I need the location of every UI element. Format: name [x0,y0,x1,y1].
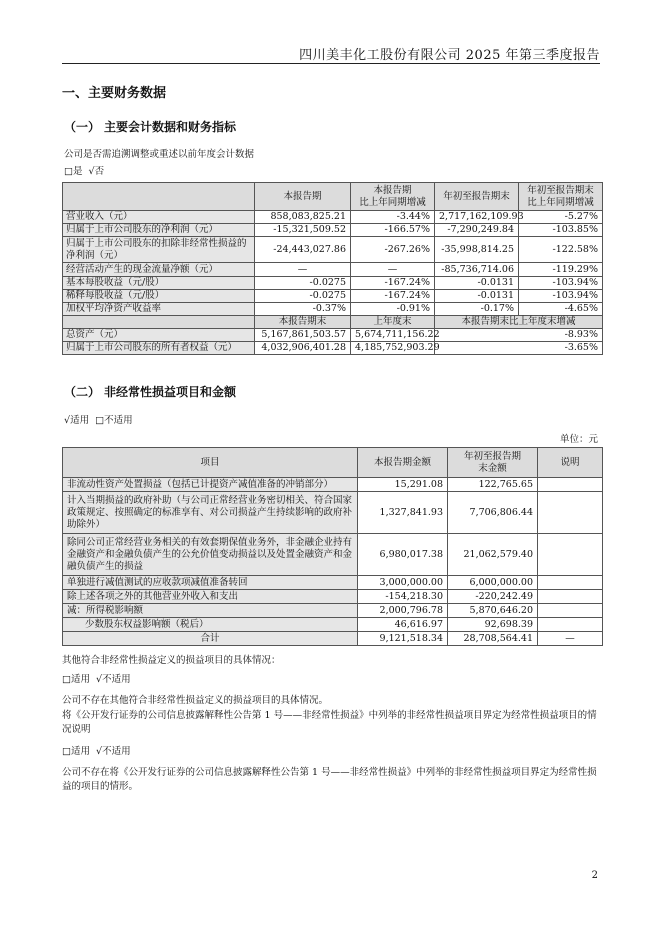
row-label: 归属于上市公司股东的扣除非经常性损益的净利润（元） [63,237,255,263]
row-label: 非流动性资产处置损益（包括已计提资产减值准备的冲销部分） [63,478,358,492]
cell-value: -0.37% [255,303,351,316]
cell-note: — [538,632,603,646]
table-row [63,224,603,237]
header-rule [62,63,600,64]
table1-header-cell: 本报告期末比上年度末增减 [435,316,603,329]
table-row [63,277,603,290]
cell-note [538,492,603,534]
table2-header-row [63,448,603,478]
choice-no-label: 否 [94,166,105,177]
cell-value: -5.27% [519,211,603,224]
cell-value: 21,062,579.40 [448,534,538,576]
cell-note [538,590,603,604]
other-items-title: 其他符合非经常性损益定义的损益项目的具体情况： [62,655,281,666]
checkmark-no-icon[interactable]: √ [88,166,95,177]
retro-choice [64,165,104,179]
cell-value: -122.58% [519,237,603,263]
table1-header-cell: 本报告期末 [255,316,351,329]
table2-header-cell: 项目 [63,448,358,478]
row-label: 总资产（元） [63,329,255,342]
cell-value: -24,443,027.86 [255,237,351,263]
checkbox-yes-icon[interactable]: □ [64,166,73,177]
table-row [63,576,603,590]
cell-value: -85,736,714.06 [435,263,519,277]
cell-value: -119.29% [519,263,603,277]
row-label: 单独进行减值测试的应收款项减值准备转回 [63,576,358,590]
subsection-2-title [64,383,236,400]
cell-value: -167.24% [351,290,435,303]
choice-yes-label: 是 [72,166,83,177]
header-title: 四川美丰化工股份有限公司 2025 年第三季度报告 [299,48,600,63]
cell-value: 15,291.08 [358,478,448,492]
cell-value: — [351,263,435,277]
financial-data-table [62,182,603,355]
cell-value: 2,717,162,109.93 [435,211,519,224]
not-applicable-label: 不适用 [102,674,131,685]
table-row [63,534,603,576]
cell-value: — [255,263,351,277]
row-label: 归属于上市公司股东的净利润（元） [63,224,255,237]
section-title: 一、主要财务数据 [62,86,167,101]
cell-note [538,618,603,632]
cell-note [538,534,603,576]
table-row [63,329,603,342]
table-row [63,604,603,618]
cell-value: 5,674,711,156.22 [351,329,435,342]
cell-value: -35,998,814.25 [435,237,519,263]
cell-value: -0.0275 [255,290,351,303]
cell-value: 5,167,861,503.57 [255,329,351,342]
cell-value: 5,870,646.20 [448,604,538,618]
row-label: 除上述各项之外的其他营业外收入和支出 [63,590,358,604]
table1-header-cell: 年初至报告期末 [435,183,519,211]
checkmark-applicable-icon[interactable]: √ [64,415,71,426]
no-other-items-statement: 公司不存在其他符合非经常性损益定义的损益项目的具体情况。 [62,695,329,706]
table-row [63,342,603,355]
cell-value: 92,698.39 [448,618,538,632]
cell-value: -220,242.49 [448,590,538,604]
classification-description: 将《公开发行证券的公司信息披露解释性公告第 1 号——非经常性损益》中列举的非经常性损益项目界定为经常性损益项目的情况说明 [62,710,597,735]
subsection-1-number: （一） [64,120,101,134]
table1-header-cell [63,316,255,329]
cell-value: -3.65% [435,342,603,355]
table1-header-cell: 上年度末 [351,316,435,329]
row-label: 除同公司正常经营业务相关的有效套期保值业务外，非金融企业持有金融资产和金融负债产生的公允价值变动损益以及处置金融资产和金融负债产生的损益 [63,534,358,576]
cell-value: -103.94% [519,277,603,290]
cell-value: -8.93% [435,329,603,342]
table-row [63,211,603,224]
checkbox-not-applicable-icon[interactable]: □ [95,415,105,426]
retro-question: 公司是否需追溯调整或重述以前年度会计数据 [64,149,255,160]
cell-value: -166.57% [351,224,435,237]
table-row [63,290,603,303]
cell-value: -0.0275 [255,277,351,290]
table1-header-cell: 本报告期 比上年同期增减 [351,183,435,211]
cell-value: 4,185,752,903.29 [351,342,435,355]
cell-value: 858,083,825.21 [255,211,351,224]
cell-value: -103.85% [519,224,603,237]
table1-header-cell: 本报告期 [255,183,351,211]
table-row [63,303,603,316]
table1-header-cell [63,183,255,211]
cell-note [538,478,603,492]
applicable-label: 适用 [70,415,90,426]
cell-note [538,604,603,618]
cell-value: 9,121,518.34 [358,632,448,646]
page-number: 2 [591,870,598,881]
cell-value: -0.0131 [435,290,519,303]
not-applicable-label: 不适用 [104,415,133,426]
cell-note [538,576,603,590]
applicable-choice-2 [62,673,602,687]
table2-header-cell: 本报告期金额 [358,448,448,478]
cell-value: 6,000,000.00 [448,576,538,590]
table-row [63,590,603,604]
row-label: 少数股东权益影响额（税后） [63,618,358,632]
subsection-2-number: （二） [64,385,101,399]
cell-value: -154,218.30 [358,590,448,604]
table-row [63,237,603,263]
cell-value: -4.65% [519,303,603,316]
row-label: 经营活动产生的现金流量净额（元） [63,263,255,277]
cell-value: 3,000,000.00 [358,576,448,590]
cell-value: -267.26% [351,237,435,263]
row-label: 减：所得税影响额 [63,604,358,618]
table1-header-cell: 年初至报告期末 比上年同期增减 [519,183,603,211]
cell-value: -0.17% [435,303,519,316]
cell-value: 46,616.97 [358,618,448,632]
cell-value: 7,706,806.44 [448,492,538,534]
not-applicable-label: 不适用 [102,746,131,757]
applicable-label: 适用 [70,746,90,757]
cell-value: -0.0131 [435,277,519,290]
unit-label: 单位：元 [559,434,598,445]
applicable-label: 适用 [70,674,90,685]
cell-value: -0.91% [351,303,435,316]
checkbox-applicable-icon[interactable]: □ [62,674,71,685]
no-classification-statement: 公司不存在将《公开发行证券的公司信息披露解释性公告第 1 号——非经常性损益》中列举的非经常性损益项目界定为经常性损益的项目的情形。 [62,767,597,792]
cell-value: 2,000,796.78 [358,604,448,618]
cell-value: 122,765.65 [448,478,538,492]
row-label: 归属于上市公司股东的所有者权益（元） [63,342,255,355]
table2-header-cell: 年初至报告期 末金额 [448,448,538,478]
table-row-total [63,632,603,646]
table2-header-cell: 说明 [538,448,603,478]
checkmark-not-applicable-icon[interactable]: √ [96,746,103,757]
row-label: 营业收入（元） [63,211,255,224]
row-label: 加权平均净资产收益率 [63,303,255,316]
cell-value: -167.24% [351,277,435,290]
row-label: 稀释每股收益（元/股） [63,290,255,303]
table-row [63,263,603,277]
checkbox-applicable-icon[interactable]: □ [62,746,71,757]
table-row [63,492,603,534]
cell-value: -15,321,509.52 [255,224,351,237]
cell-value: -3.44% [351,211,435,224]
table1-header-row [63,183,603,211]
cell-value: 6,980,017.38 [358,534,448,576]
non-recurring-items-table [62,447,603,646]
subsection-1-label: 主要会计数据和财务指标 [104,120,237,134]
checkmark-not-applicable-icon[interactable]: √ [96,674,103,685]
cell-value: 4,032,906,401.28 [255,342,351,355]
applicable-choice-1 [64,414,133,428]
table1-header-row-2 [63,316,603,329]
cell-value: -7,290,249.84 [435,224,519,237]
table-row [63,478,603,492]
row-label: 计入当期损益的政府补助（与公司正常经营业务密切相关、符合国家政策规定、按照确定的标准享有、对公司损益产生持续影响的政府补助除外） [63,492,358,534]
total-label: 合计 [63,632,358,646]
subsection-2-label: 非经常性损益项目和金额 [104,385,237,399]
cell-value: -103.94% [519,290,603,303]
cell-value: 28,708,564.41 [448,632,538,646]
row-label: 基本每股收益（元/股） [63,277,255,290]
applicable-choice-3 [62,745,602,759]
table-row [63,618,603,632]
cell-value: 1,327,841.93 [358,492,448,534]
subsection-1-title [64,118,236,135]
